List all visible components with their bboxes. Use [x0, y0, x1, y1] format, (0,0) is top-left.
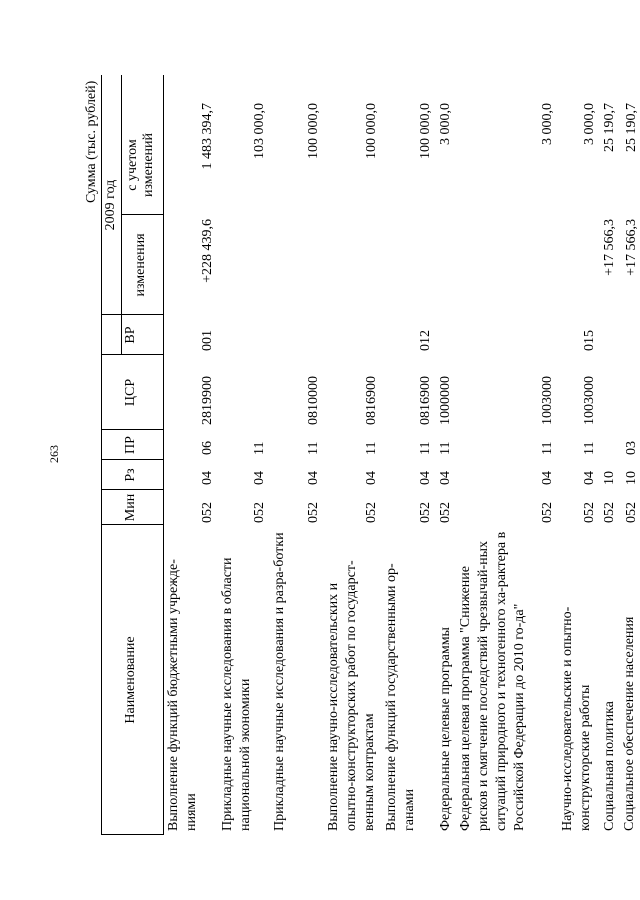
row-total: 103 000,0	[252, 103, 267, 159]
row-min: 052	[438, 502, 453, 523]
table-top-border	[101, 75, 102, 835]
row-min: 052	[602, 502, 617, 523]
row-min: 052	[364, 502, 379, 523]
header-changes: изменения	[133, 233, 148, 297]
page-number: 263	[47, 445, 61, 463]
row-pr: 03	[624, 441, 639, 455]
header-year: 2009 год	[103, 179, 118, 231]
row-total: 25 190,7	[624, 103, 639, 152]
row-name: Выполнение функций государственными ор-ганами	[384, 563, 417, 831]
row-name: Выполнение научно-исследовательских и опытно-конструкторских работ по государст-венным контрактам	[326, 560, 377, 831]
row-name: Прикладные научные исследования в области национальной экономики	[220, 557, 253, 831]
row-pr: 11	[364, 441, 379, 455]
row-total: 100 000,0	[364, 103, 379, 159]
row-rz: 10	[624, 471, 639, 485]
row-name: Выполнение функций бюджетными учрежде-ниями	[166, 559, 199, 831]
header-min: Мин	[123, 493, 138, 522]
row-pr: 11	[582, 441, 597, 455]
row-csr: 1003000	[540, 376, 555, 425]
row-total: 25 190,7	[602, 103, 617, 152]
row-csr: 1000000	[438, 376, 453, 425]
row-rz: 04	[438, 471, 453, 485]
row-total: 3 000,0	[540, 103, 555, 145]
row-vr: 001	[200, 330, 215, 351]
header-vr: ВР	[123, 326, 138, 344]
row-name: Федеральная целевая программа "Снижение рисков и смягчение последствий чрезвычай-ных ситуаций природного и техногенного ха-рактера в Российской Федерации до 2010 го-да"	[458, 531, 527, 831]
row-vr: 012	[418, 330, 433, 351]
row-rz: 04	[582, 471, 597, 485]
row-rz: 04	[306, 471, 321, 485]
row-min: 052	[252, 502, 267, 523]
row-name: Федеральные целевые программы	[438, 627, 453, 831]
header-bottom-border	[163, 75, 164, 835]
row-pr: 11	[306, 441, 321, 455]
header-rz: Рз	[123, 468, 138, 482]
table-left-edge	[101, 834, 163, 835]
row-total: 3 000,0	[438, 103, 453, 145]
row-pr: 06	[200, 441, 215, 455]
row-rz: 10	[602, 471, 617, 485]
header-name: Наименование	[123, 636, 138, 724]
header-with-changes: с учетом изменений	[125, 132, 156, 198]
row-min: 052	[200, 502, 215, 523]
row-pr: 11	[540, 441, 555, 455]
row-csr: 0816900	[364, 376, 379, 425]
subheader-line	[121, 75, 122, 355]
row-name: Социальное обеспечение населения	[622, 616, 637, 831]
row-total: 100 000,0	[418, 103, 433, 159]
row-min: 052	[418, 502, 433, 523]
row-csr: 0816900	[418, 376, 433, 425]
row-rz: 04	[540, 471, 555, 485]
row-rz: 04	[200, 471, 215, 485]
row-csr: 1003000	[582, 376, 597, 425]
row-total: 3 000,0	[582, 103, 597, 145]
row-change: +17 566,3	[602, 219, 617, 276]
header-csr: ЦСР	[123, 378, 138, 407]
row-pr: 11	[418, 441, 433, 455]
row-min: 052	[624, 502, 639, 523]
row-name: Научно-исследовательские и опытно-конструкторские работы	[560, 606, 593, 831]
row-rz: 04	[418, 471, 433, 485]
row-vr: 015	[582, 330, 597, 351]
row-name: Социальная политика	[602, 701, 617, 831]
row-total: 1 483 394,7	[200, 103, 215, 170]
rotated-table-page	[84, 75, 639, 835]
row-name: Прикладные научные исследования и разра-ботки	[272, 532, 287, 831]
caption: Сумма (тыс. рублей)	[84, 80, 99, 203]
row-min: 052	[540, 502, 555, 523]
row-pr: 11	[252, 441, 267, 455]
row-pr: 11	[438, 441, 453, 455]
header-pr: ПР	[123, 436, 138, 454]
row-csr: 0810000	[306, 376, 321, 425]
row-rz: 04	[364, 471, 379, 485]
row-min: 052	[582, 502, 597, 523]
row-change: +228 439,6	[200, 219, 215, 283]
row-total: 100 000,0	[306, 103, 321, 159]
row-change: +17 566,3	[624, 219, 639, 276]
row-csr: 2819900	[200, 376, 215, 425]
row-rz: 04	[252, 471, 267, 485]
row-min: 052	[306, 502, 321, 523]
